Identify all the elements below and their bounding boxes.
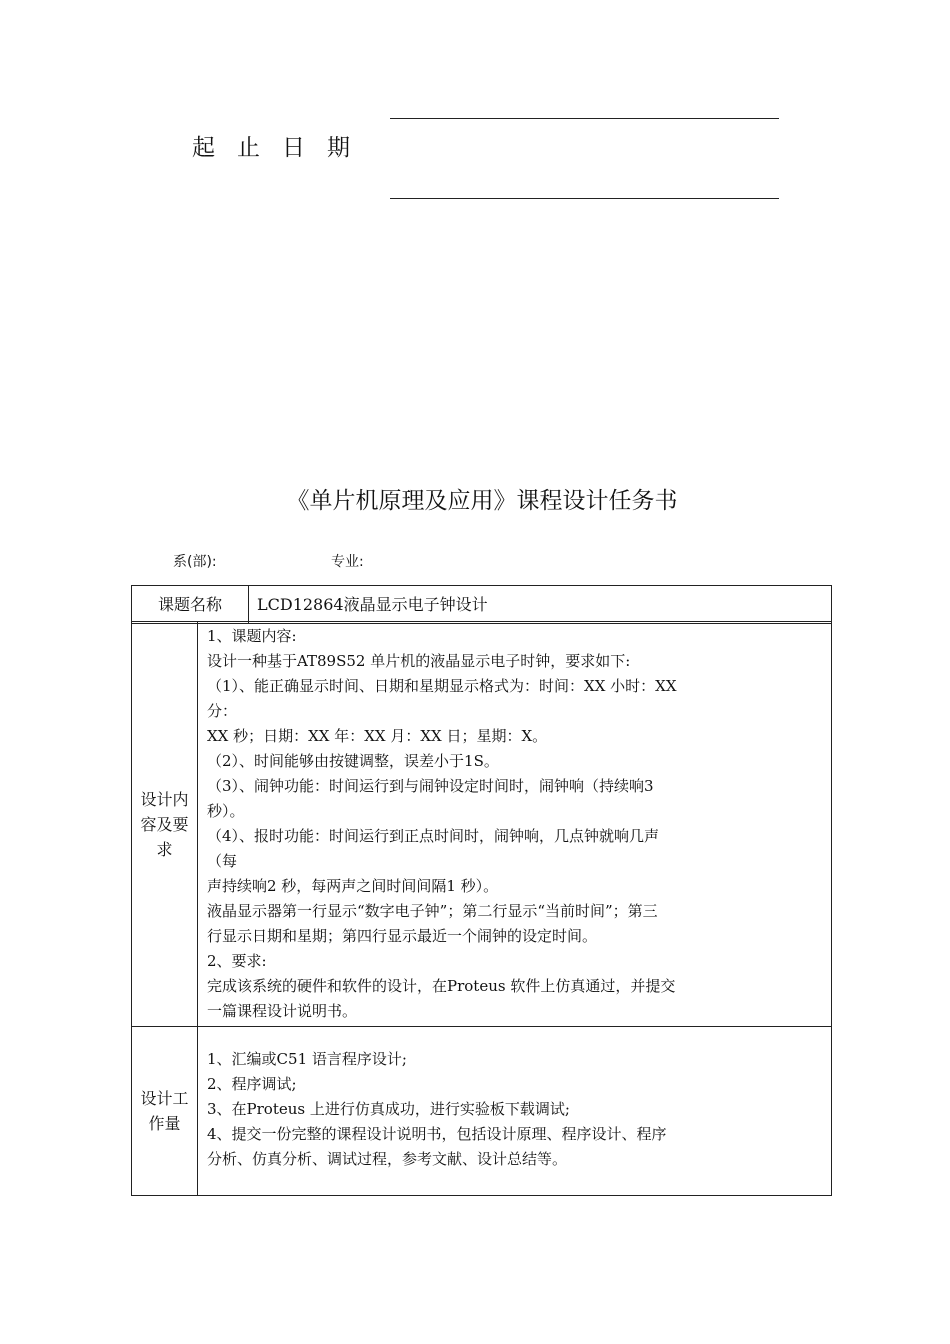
requirements-label: 设计内容及要求 xyxy=(132,622,198,1027)
requirements-line: XX 秒；日期：XX 年：XX 月：XX 日；星期：X。 xyxy=(207,727,548,745)
date-label-char: 止 xyxy=(237,135,260,161)
requirements-line: 秒）。 xyxy=(207,802,245,820)
date-label-char: 起 xyxy=(192,135,215,161)
topic-value: LCD12864液晶显示电子钟设计 xyxy=(249,586,832,624)
requirements-line: 分： xyxy=(207,702,238,720)
workload-row xyxy=(132,1027,832,1196)
department-label: 系(部): xyxy=(173,554,217,570)
requirements-table xyxy=(131,621,832,1196)
requirements-line: （每 xyxy=(207,852,238,870)
topic-label: 课题名称 xyxy=(132,586,249,624)
task-table xyxy=(131,585,832,624)
requirements-line: （3）、闹钟功能：时间运行到与闹钟设定时间时，闹钟响（持续响3 xyxy=(207,777,654,795)
topic-row xyxy=(132,586,832,624)
requirements-line: （1）、能正确显示时间、日期和星期显示格式为：时间：XX 小时：XX xyxy=(207,677,677,695)
workload-line: 2、程序调试; xyxy=(207,1075,297,1093)
date-top-rule xyxy=(390,118,779,119)
requirements-line: （2）、时间能够由按键调整，误差小于1S。 xyxy=(207,752,499,770)
workload-line: 3、在Proteus 上进行仿真成功，进行实验板下载调试; xyxy=(207,1100,570,1118)
requirements-row xyxy=(132,622,832,1027)
workload-content xyxy=(198,1027,832,1196)
workload-line: 1、汇编或C51 语言程序设计; xyxy=(207,1050,407,1068)
workload-line: 4、提交一份完整的课程设计说明书，包括设计原理、程序设计、程序 xyxy=(207,1125,667,1143)
requirements-line: 完成该系统的硬件和软件的设计，在Proteus 软件上仿真通过，并提交 xyxy=(207,977,676,995)
start-end-date-label xyxy=(192,129,372,162)
requirements-line: 液晶显示器第一行显示“数字电子钟”；第二行显示“当前时间”；第三 xyxy=(207,902,658,920)
workload-line: 分析、仿真分析、调试过程，参考文献、设计总结等。 xyxy=(207,1150,568,1168)
date-label-char: 期 xyxy=(327,135,350,161)
date-label-char: 日 xyxy=(282,135,305,161)
requirements-line: 一篇课程设计说明书。 xyxy=(207,1002,358,1020)
requirements-line: 设计一种基于AT89S52 单片机的液晶显示电子时钟，要求如下: xyxy=(207,652,631,670)
workload-label: 设计工作量 xyxy=(132,1027,198,1196)
requirements-line: 声持续响2 秒，每两声之间时间间隔1 秒）。 xyxy=(207,877,499,895)
requirements-line: 1、课题内容: xyxy=(207,627,297,645)
major-label: 专业: xyxy=(331,554,364,570)
document-title: 《单片机原理及应用》课程设计任务书 xyxy=(286,488,678,514)
requirements-line: 2、要求: xyxy=(207,952,267,970)
requirements-line: （4）、报时功能：时间运行到正点时间时，闹钟响，几点钟就响几声 xyxy=(207,827,660,845)
requirements-line: 行显示日期和星期；第四行显示最近一个闹钟的设定时间。 xyxy=(207,927,598,945)
requirements-content xyxy=(198,622,832,1027)
date-bottom-rule xyxy=(390,198,779,199)
